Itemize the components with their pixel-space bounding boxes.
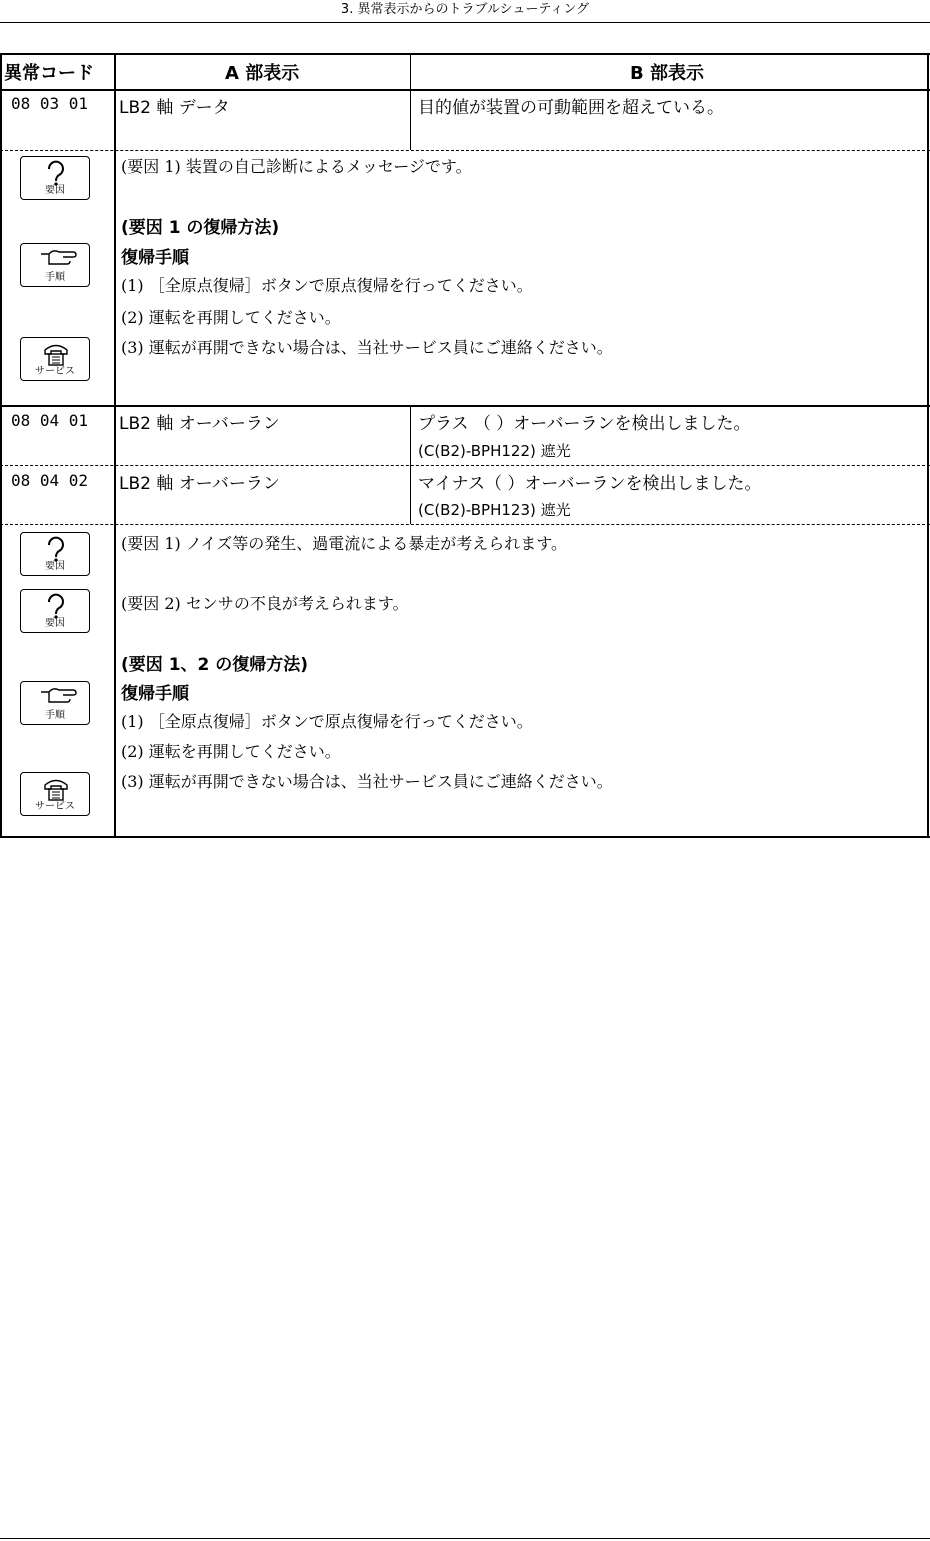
a-display-text: LB2 軸 データ xyxy=(119,98,230,118)
steps-icon-label: 手順 xyxy=(45,272,65,283)
steps-icon-label: 手順 xyxy=(45,710,65,721)
table-bottom-border xyxy=(0,836,930,838)
table-left-border xyxy=(0,53,2,838)
code-column-border xyxy=(114,53,116,838)
ab-column-border xyxy=(410,53,411,150)
recovery-title: (要因 1、2 の復帰方法) xyxy=(121,655,309,675)
error-code: 08 04 02 xyxy=(11,471,89,490)
row-divider xyxy=(0,150,930,151)
step-1: (1) ［全原点復帰］ボタンで原点復帰を行ってください。 xyxy=(121,712,533,731)
a-display-text: LB2 軸 オーバーラン xyxy=(119,474,280,494)
steps-title: 復帰手順 xyxy=(121,684,189,704)
header-row-border xyxy=(0,89,930,91)
row-divider xyxy=(0,524,930,525)
cause-icon-label: 要因 xyxy=(45,185,65,196)
step-2: (2) 運転を再開してください。 xyxy=(121,742,341,761)
b-display-detail: (C(B2)-BPH123) 遮光 xyxy=(418,501,571,519)
cause-icon xyxy=(20,532,90,576)
col-header-b: B 部表示 xyxy=(630,63,704,84)
b-display-text: 目的値が装置の可動範囲を超えている。 xyxy=(418,98,724,118)
table-top-border xyxy=(0,53,930,55)
recovery-title: (要因 1 の復帰方法) xyxy=(121,218,280,238)
cause-icon xyxy=(20,156,90,200)
error-code: 08 04 01 xyxy=(11,411,89,430)
step-3: (3) 運転が再開できない場合は、当社サービス員にご連絡ください。 xyxy=(121,772,613,791)
a-display-text: LB2 軸 オーバーラン xyxy=(119,414,280,434)
col-header-code: 異常コード xyxy=(4,63,94,84)
col-header-a: A 部表示 xyxy=(225,63,300,84)
steps-title: 復帰手順 xyxy=(121,248,189,268)
step-2: (2) 運転を再開してください。 xyxy=(121,308,341,327)
service-icon xyxy=(20,337,90,381)
step-1: (1) ［全原点復帰］ボタンで原点復帰を行ってください。 xyxy=(121,276,533,295)
cause-text: (要因 2) センサの不良が考えられます。 xyxy=(121,594,409,613)
page-header: 3. 異常表示からのトラブルシューティング xyxy=(0,0,930,23)
service-icon xyxy=(20,772,90,816)
section-border xyxy=(0,405,930,407)
b-display-text: プラス （ ）オーバーランを検出しました。 xyxy=(418,414,751,434)
cause-text: (要因 1) 装置の自己診断によるメッセージです。 xyxy=(121,157,472,176)
cause-icon-label: 要因 xyxy=(45,561,65,572)
page-footer-rule xyxy=(0,1538,930,1539)
b-display-text: マイナス（ ）オーバーランを検出しました。 xyxy=(418,474,762,494)
b-display-detail: (C(B2)-BPH122) 遮光 xyxy=(418,442,571,460)
cause-text: (要因 1) ノイズ等の発生、過電流による暴走が考えられます。 xyxy=(121,534,567,553)
table-right-border xyxy=(927,53,929,838)
service-icon-label: サービス xyxy=(35,801,75,812)
steps-icon xyxy=(20,243,90,287)
steps-icon xyxy=(20,681,90,725)
step-3: (3) 運転が再開できない場合は、当社サービス員にご連絡ください。 xyxy=(121,338,613,357)
service-icon-label: サービス xyxy=(35,366,75,377)
ab-column-border xyxy=(410,405,411,524)
cause-icon-label: 要因 xyxy=(45,618,65,629)
row-divider xyxy=(0,465,930,466)
error-code: 08 03 01 xyxy=(11,94,89,113)
cause-icon xyxy=(20,589,90,633)
